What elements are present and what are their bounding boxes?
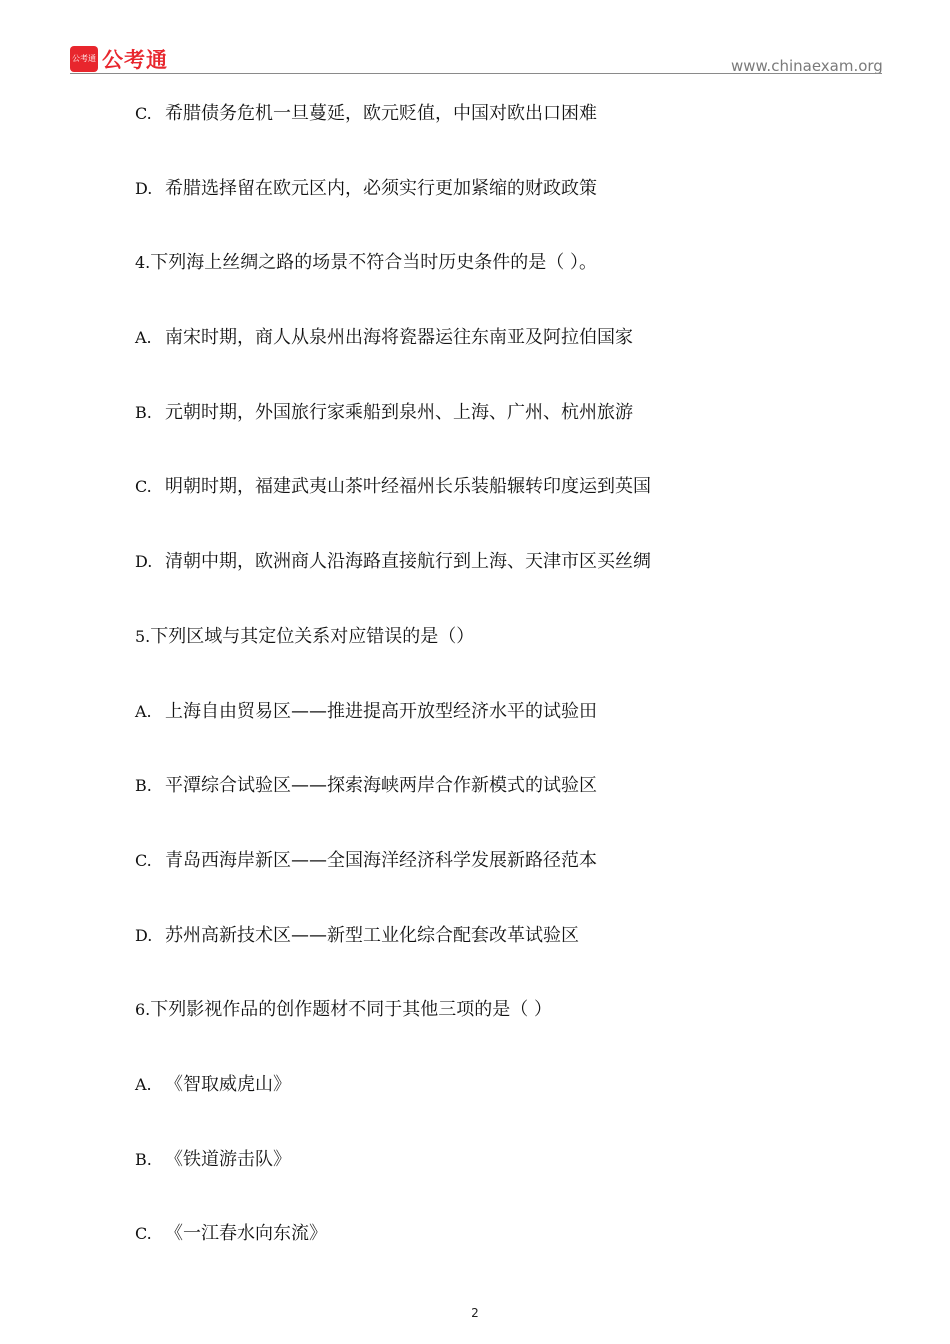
header-divider (70, 73, 882, 74)
option-text: 平潭综合试验区——探索海峡两岸合作新模式的试验区 (165, 775, 597, 797)
option-line (135, 770, 895, 845)
option-line (135, 546, 895, 621)
question-text: 下列影视作品的创作题材不同于其他三项的是（ ） (150, 999, 552, 1021)
option-text: 《铁道游击队》 (165, 1148, 291, 1170)
option-line (135, 1069, 895, 1144)
option-line (135, 696, 895, 771)
option-line (135, 471, 895, 546)
option-line (135, 920, 895, 995)
site-url[interactable]: www.chinaexam.org (731, 57, 883, 75)
question-number: 4. (135, 253, 151, 273)
option-text: 元朝时期，外国旅行家乘船到泉州、上海、广州、杭州旅游 (165, 401, 633, 423)
option-text: 青岛西海岸新区——全国海洋经济科学发展新路径范本 (165, 849, 597, 871)
question-line (135, 994, 895, 1069)
page-header (0, 0, 950, 95)
option-line (135, 173, 895, 248)
option-letter: A. (135, 701, 152, 721)
question-line (135, 621, 895, 696)
option-letter: D. (135, 925, 153, 945)
option-letter: C. (135, 850, 152, 870)
option-text: 清朝中期，欧洲商人沿海路直接航行到上海、天津市区买丝绸 (165, 551, 651, 573)
option-letter: C. (135, 104, 152, 123)
page-number: 2 (471, 1306, 479, 1320)
option-text: 希腊选择留在欧元区内，必须实行更加紧缩的财政政策 (165, 177, 597, 199)
question-text: 下列区域与其定位关系对应错误的是（） (150, 625, 475, 647)
option-line (135, 98, 895, 173)
option-text: 希腊债务危机一旦蔓延，欧元贬值，中国对欧出口困难 (165, 103, 597, 124)
logo-text: 公考通 (102, 48, 168, 72)
option-text: 南宋时期，商人从泉州出海将瓷器运往东南亚及阿拉伯国家 (165, 327, 633, 349)
option-letter: B. (135, 402, 152, 422)
option-letter: A. (135, 1074, 152, 1094)
option-line (135, 845, 895, 920)
option-letter: A. (135, 328, 152, 348)
question-text: 下列海上丝绸之路的场景不符合当时历史条件的是（ ）。 (150, 252, 597, 274)
question-number: 6. (135, 1000, 151, 1020)
logo-badge-icon: 公考通 (70, 46, 98, 72)
question-content (135, 98, 895, 1293)
brand-logo[interactable] (70, 44, 168, 74)
option-line (135, 1144, 895, 1219)
option-letter: B. (135, 1149, 152, 1169)
option-line (135, 1218, 895, 1293)
option-text: 《智取威虎山》 (165, 1073, 291, 1095)
option-text: 上海自由贸易区——推进提高开放型经济水平的试验田 (165, 700, 597, 722)
option-letter: D. (135, 552, 153, 572)
option-letter: C. (135, 477, 152, 497)
question-line (135, 247, 895, 322)
option-text: 《一江春水向东流》 (165, 1223, 327, 1245)
option-letter: B. (135, 776, 152, 796)
option-letter: D. (135, 178, 153, 198)
option-text: 苏州高新技术区——新型工业化综合配套改革试验区 (165, 924, 579, 946)
question-number: 5. (135, 626, 151, 646)
option-line (135, 397, 895, 472)
option-line (135, 322, 895, 397)
option-letter: C. (135, 1224, 152, 1244)
option-text: 明朝时期，福建武夷山茶叶经福州长乐装船辗转印度运到英国 (165, 476, 651, 498)
